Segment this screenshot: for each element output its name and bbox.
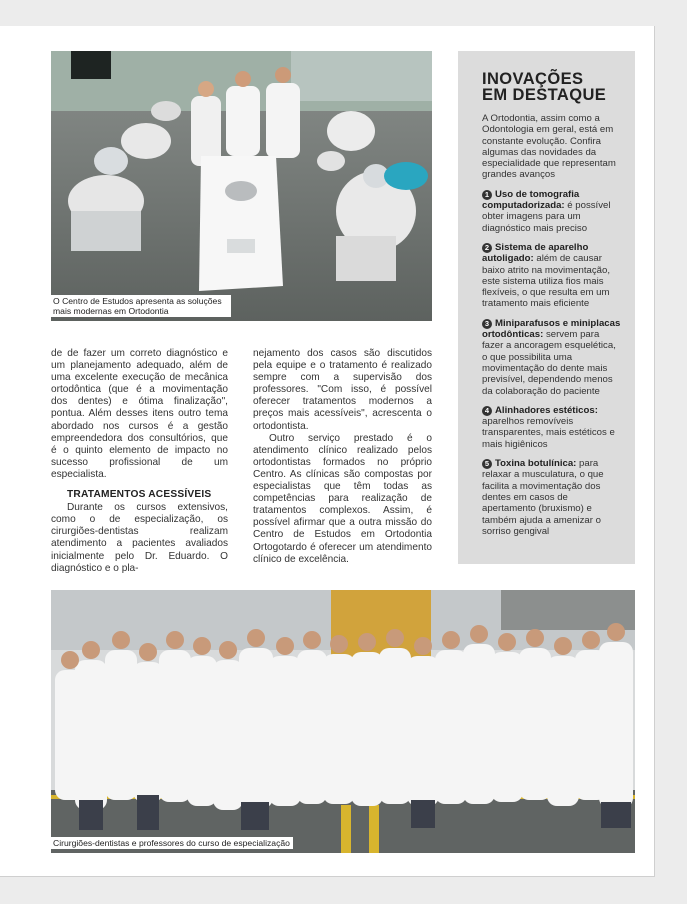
- number-bullet: 2: [482, 243, 492, 253]
- article-paragraph: de de fazer um correto diagnóstico e um planejamento adequado, além de uma excelente execução de mecânica ortodôntica (que é a movimentação dos dentes) e ótima finalização", pontua. Além desses itens outro tema abordado nos cursos é a gestão empreendedora dos consultórios, que é o quinto elemento de impacto no sucesso profissional de um especialista.: [51, 348, 228, 480]
- sidebar-item: [482, 189, 621, 234]
- clinic-photo: [51, 51, 432, 321]
- sidebar-item-text: para relaxar a musculatura, o que facilita a movimentação dos dentes em casos de apertamento (bruxismo) e também ajuda a amenizar o sorriso gengival: [482, 458, 604, 537]
- sidebar-item-title: Uso de tomografia computadorizada:: [482, 188, 580, 212]
- sidebar-item-title: Alinhadores estéticos:: [495, 404, 598, 416]
- bottom-photo-caption: Cirurgiões-dentistas e professores do curso de especialização: [51, 837, 293, 849]
- number-bullet: 5: [482, 459, 492, 469]
- innovations-sidebar: [458, 51, 635, 564]
- sidebar-item-text: servem para fazer a ancoragem esquelética, o que possibilita uma movimentação do dente mais previsível, dependendo menos da colaboração do paciente: [482, 329, 616, 397]
- sidebar-item-title: Miniparafusos e miniplacas ortodônticas:: [482, 317, 621, 341]
- sidebar-item: [482, 405, 621, 450]
- sidebar-item: [482, 242, 621, 310]
- article-subheading: TRATAMENTOS ACESSÍVEIS: [67, 489, 212, 501]
- group-photo: [51, 590, 635, 853]
- sidebar-item-text: aparelhos removíveis transparentes, mais estéticos e mais higiênicos: [482, 416, 615, 450]
- sidebar-title-line1: INOVAÇÕES: [482, 70, 584, 88]
- number-bullet: 4: [482, 406, 492, 416]
- number-bullet: 3: [482, 319, 492, 329]
- article-middle-column: [253, 348, 432, 566]
- sidebar-item: [482, 318, 621, 397]
- clinic-photo-illustration: [51, 51, 432, 321]
- article-paragraph: Durante os cursos extensivos, como o de especialização, os cirurgiões-dentistas realizam atendimento a pacientes avaliados inicialmente pelo Dr. Eduardo. O diagnóstico e o pla-: [51, 502, 228, 574]
- sidebar-title: [482, 71, 621, 103]
- group-photo-illustration: [51, 590, 635, 853]
- article-paragraph: Outro serviço prestado é o atendimento clínico realizado pelos ortodontistas formados no próprio Centro. As clínicas são compostas por especialistas que têm todas as competências para realização de tratamentos complexos. Assim, é possível afirmar que a outra missão do Centro de Estudos em Ortodontia Ortogotardo é oferecer um atendimento clínico de excelência.: [253, 432, 432, 565]
- sidebar-title-line2: EM DESTAQUE: [482, 86, 607, 104]
- sidebar-item: [482, 458, 621, 537]
- top-photo-caption: O Centro de Estudos apresenta as soluções mais modernas em Ortodontia: [51, 295, 231, 317]
- sidebar-item-text: é possível obter imagens para um diagnóstico mais preciso: [482, 200, 611, 234]
- sidebar-intro: A Ortodontia, assim como a Odontologia em geral, está em constante evolução. Confira algumas das novidades da especialidade que representam grandes avanços: [482, 113, 616, 181]
- sidebar-item-title: Toxina botulínica:: [495, 458, 577, 470]
- sidebar-item-text: além de causar baixo atrito na movimentação, este sistema utiliza fios mais flexíveis, o que resulta em um tratamento mais eficiente: [482, 253, 610, 310]
- number-bullet: 1: [482, 190, 492, 200]
- article-left-column: [51, 348, 228, 575]
- sidebar-item-title: Sistema de aparelho autoligado:: [482, 241, 589, 265]
- article-paragraph: nejamento dos casos são discutidos pela equipe e o tratamento é realizado sempre com a supervisão dos professores. "Com isso, é possível oferecer tratamentos modernos a preços mais acessíveis", acrescenta o ortodontista.: [253, 348, 432, 432]
